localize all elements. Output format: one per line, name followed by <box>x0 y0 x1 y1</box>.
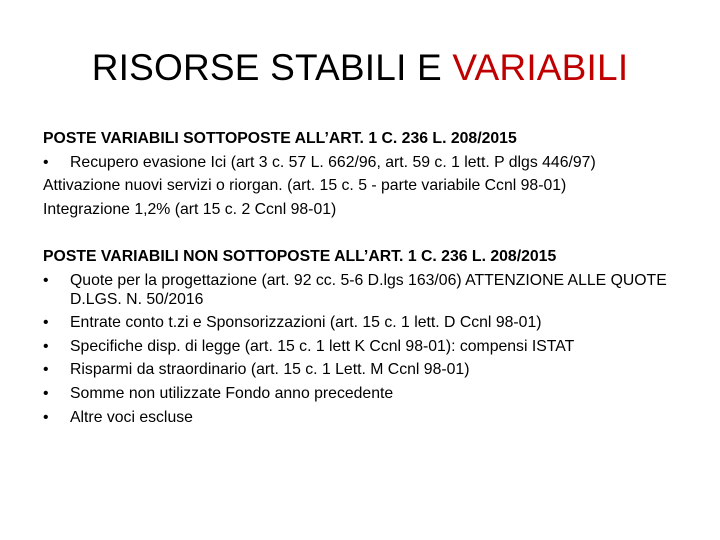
slide-title <box>0 44 720 92</box>
section2-item-text: Somme non utilizzate Fondo anno precedente <box>70 384 394 402</box>
bullet-icon: • <box>43 337 49 355</box>
bullet-icon: • <box>43 408 49 426</box>
section1-heading: POSTE VARIABILI SOTTOPOSTE ALL’ART. 1 C. 236 L. 208/2015 <box>43 130 517 147</box>
section2-list-item <box>43 335 693 359</box>
bullet-icon: • <box>43 361 49 379</box>
title-main: RISORSE STABILI E <box>91 47 453 88</box>
section2-item-text: Quote per la progettazione (art. 92 cc. 5-6 D.lgs 163/06) ATTENZIONE ALLE QUOTE D.LGS. N. 50/2016 <box>70 271 667 308</box>
section2-list-item <box>43 311 693 335</box>
section2-list-item <box>43 358 693 382</box>
title-accent: VARIABILI <box>452 47 629 88</box>
section2-item-text: Specifiche disp. di legge (art. 15 c. 1 lett K Ccnl 98-01): compensi ISTAT <box>70 337 575 355</box>
section2-heading: POSTE VARIABILI NON SOTTOPOSTE ALL’ART. 1 C. 236 L. 208/2015 <box>43 247 557 265</box>
slide-body <box>43 127 693 429</box>
bullet-icon: • <box>43 271 49 289</box>
section2-item-text: Risparmi da straordinario (art. 15 c. 1 Lett. M Ccnl 98-01) <box>70 361 470 379</box>
bullet-icon: • <box>43 314 49 332</box>
bullet-icon: • <box>43 384 49 402</box>
section1-bullet-text: Recupero evasione Ici (art 3 c. 57 L. 662/96, art. 59 c. 1 lett. P dlgs 446/97) <box>70 153 596 171</box>
section-spacer <box>43 221 693 245</box>
section2-item-text: Altre voci escluse <box>70 408 193 426</box>
section1-line-1: Attivazione nuovi servizi o riorgan. (art. 15 c. 5 - parte variabile Ccnl 98-01) <box>43 177 567 195</box>
section1-bullet-item <box>43 151 693 175</box>
bullet-icon: • <box>43 153 49 171</box>
section2-list-item <box>43 382 693 406</box>
section2-item-text: Entrate conto t.zi e Sponsorizzazioni (art. 15 c. 1 lett. D Ccnl 98-01) <box>70 314 542 332</box>
section2-list-item <box>43 269 693 312</box>
section1-line-2: Integrazione 1,2% (art 15 c. 2 Ccnl 98-01) <box>43 200 337 218</box>
section2-list-item <box>43 406 693 430</box>
